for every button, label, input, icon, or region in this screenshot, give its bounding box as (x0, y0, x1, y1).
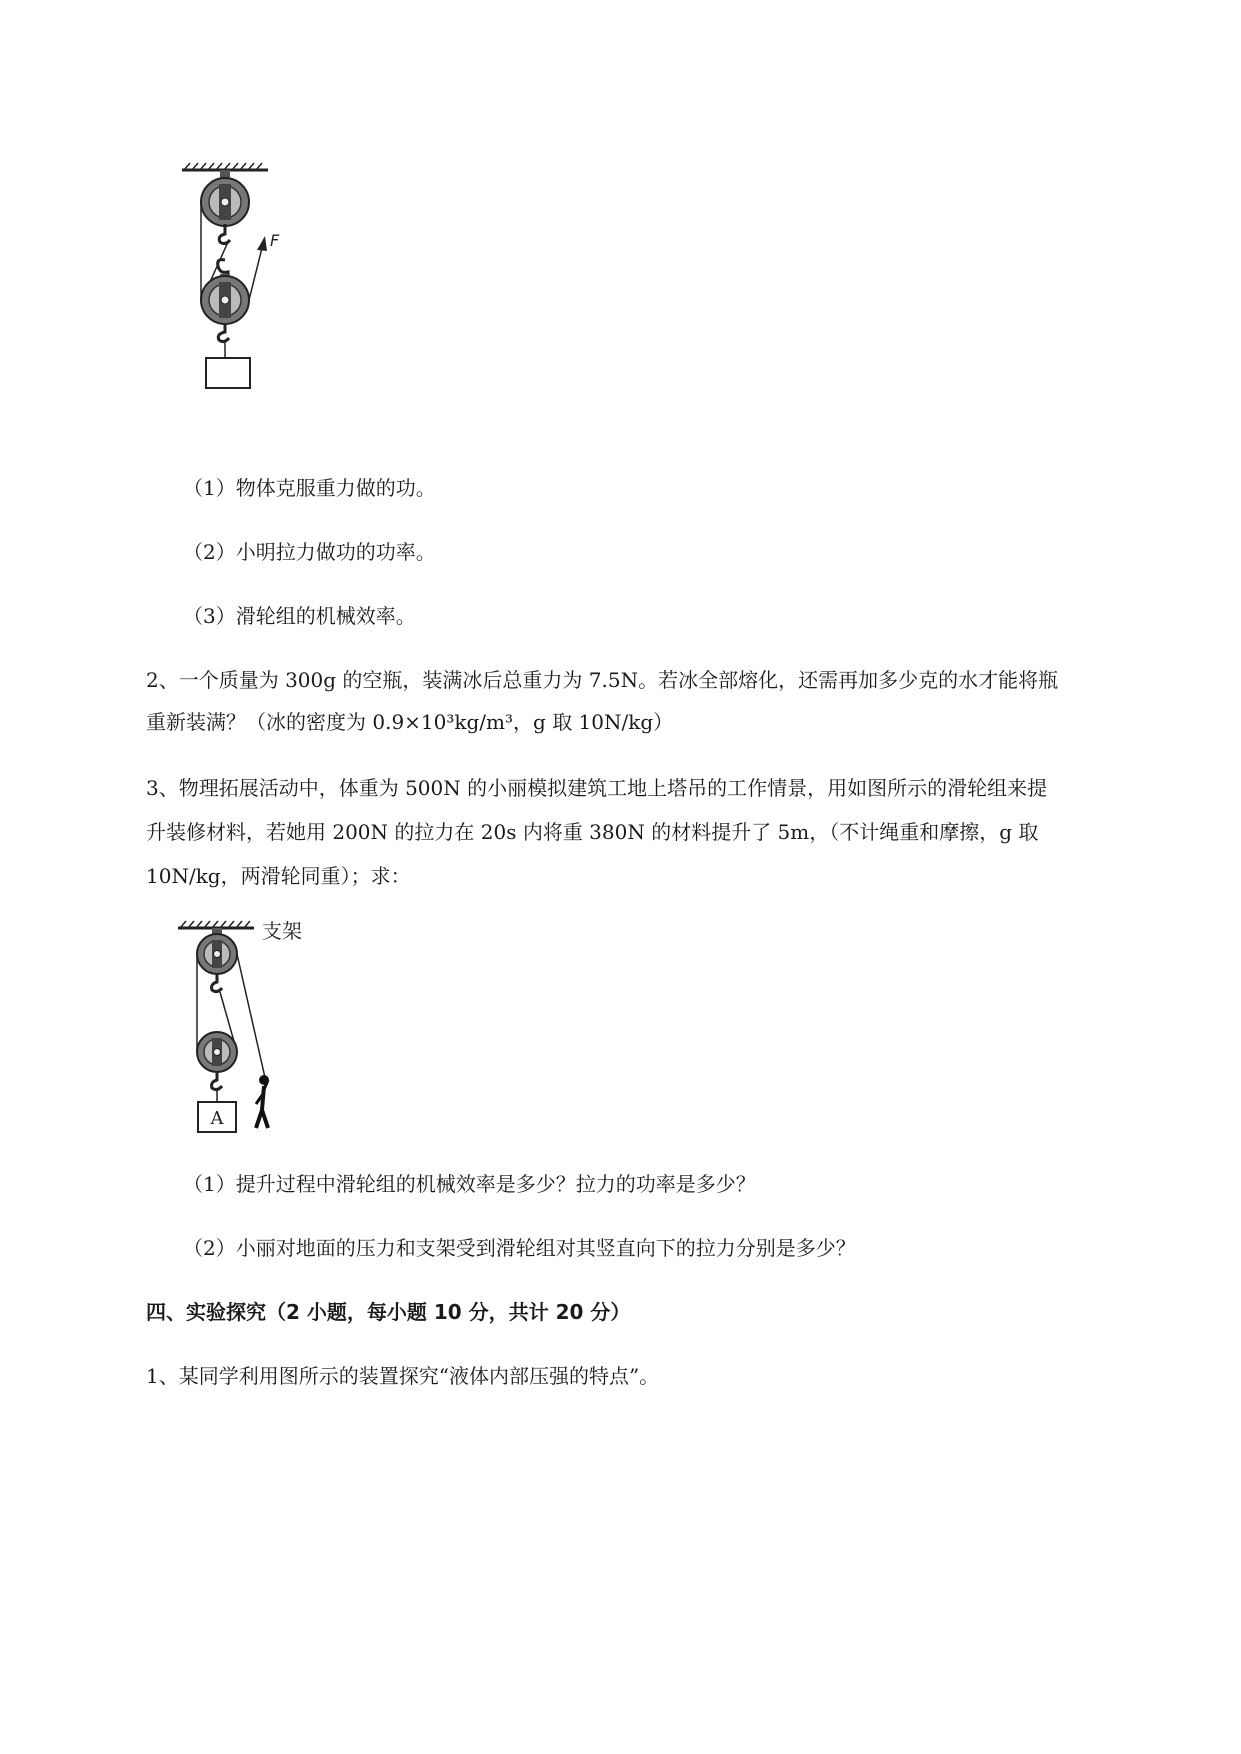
block-label: A (210, 1108, 224, 1129)
question-1-3: （3）滑轮组的机械效率。 (183, 604, 416, 628)
question-3-2: （2）小丽对地面的压力和支架受到滑轮组对其竖直向下的拉力分别是多少？ (183, 1236, 856, 1260)
question-1-1: （1）物体克服重力做的功。 (183, 476, 436, 500)
pulley-figure-1 (170, 150, 330, 440)
experiment-item-1: 1、某同学利用图所示的装置探究“液体内部压强的特点”。 (146, 1364, 660, 1388)
question-3-1: （1）提升过程中滑轮组的机械效率是多少？拉力的功率是多少？ (183, 1172, 756, 1196)
pulley-figure-2 (170, 912, 340, 1142)
problem-3-line-1: 3、物理拓展活动中，体重为 500N 的小丽模拟建筑工地上塔吊的工作情景，用如图所示的滑轮组来提 (146, 776, 1048, 800)
problem-2-line-1: 2、一个质量为 300g 的空瓶，装满冰后总重力为 7.5N。若冰全部熔化，还需再加多少克的水才能将瓶 (146, 668, 1059, 692)
problem-3-line-3: 10N/kg，两滑轮同重）；求： (146, 864, 411, 888)
section-heading: 四、实验探究（2 小题，每小题 10 分，共计 20 分） (146, 1300, 631, 1324)
question-1-2: （2）小明拉力做功的功率。 (183, 540, 436, 564)
problem-2-line-2: 重新装满？（冰的密度为 0.9×10³kg/m³，g 取 10N/kg） (146, 710, 674, 734)
force-label: F (270, 231, 280, 250)
problem-3-line-2: 升装修材料，若她用 200N 的拉力在 20s 内将重 380N 的材料提升了 5m，（不计绳重和摩擦，g 取 (146, 820, 1039, 844)
support-label: 支架 (262, 919, 302, 943)
